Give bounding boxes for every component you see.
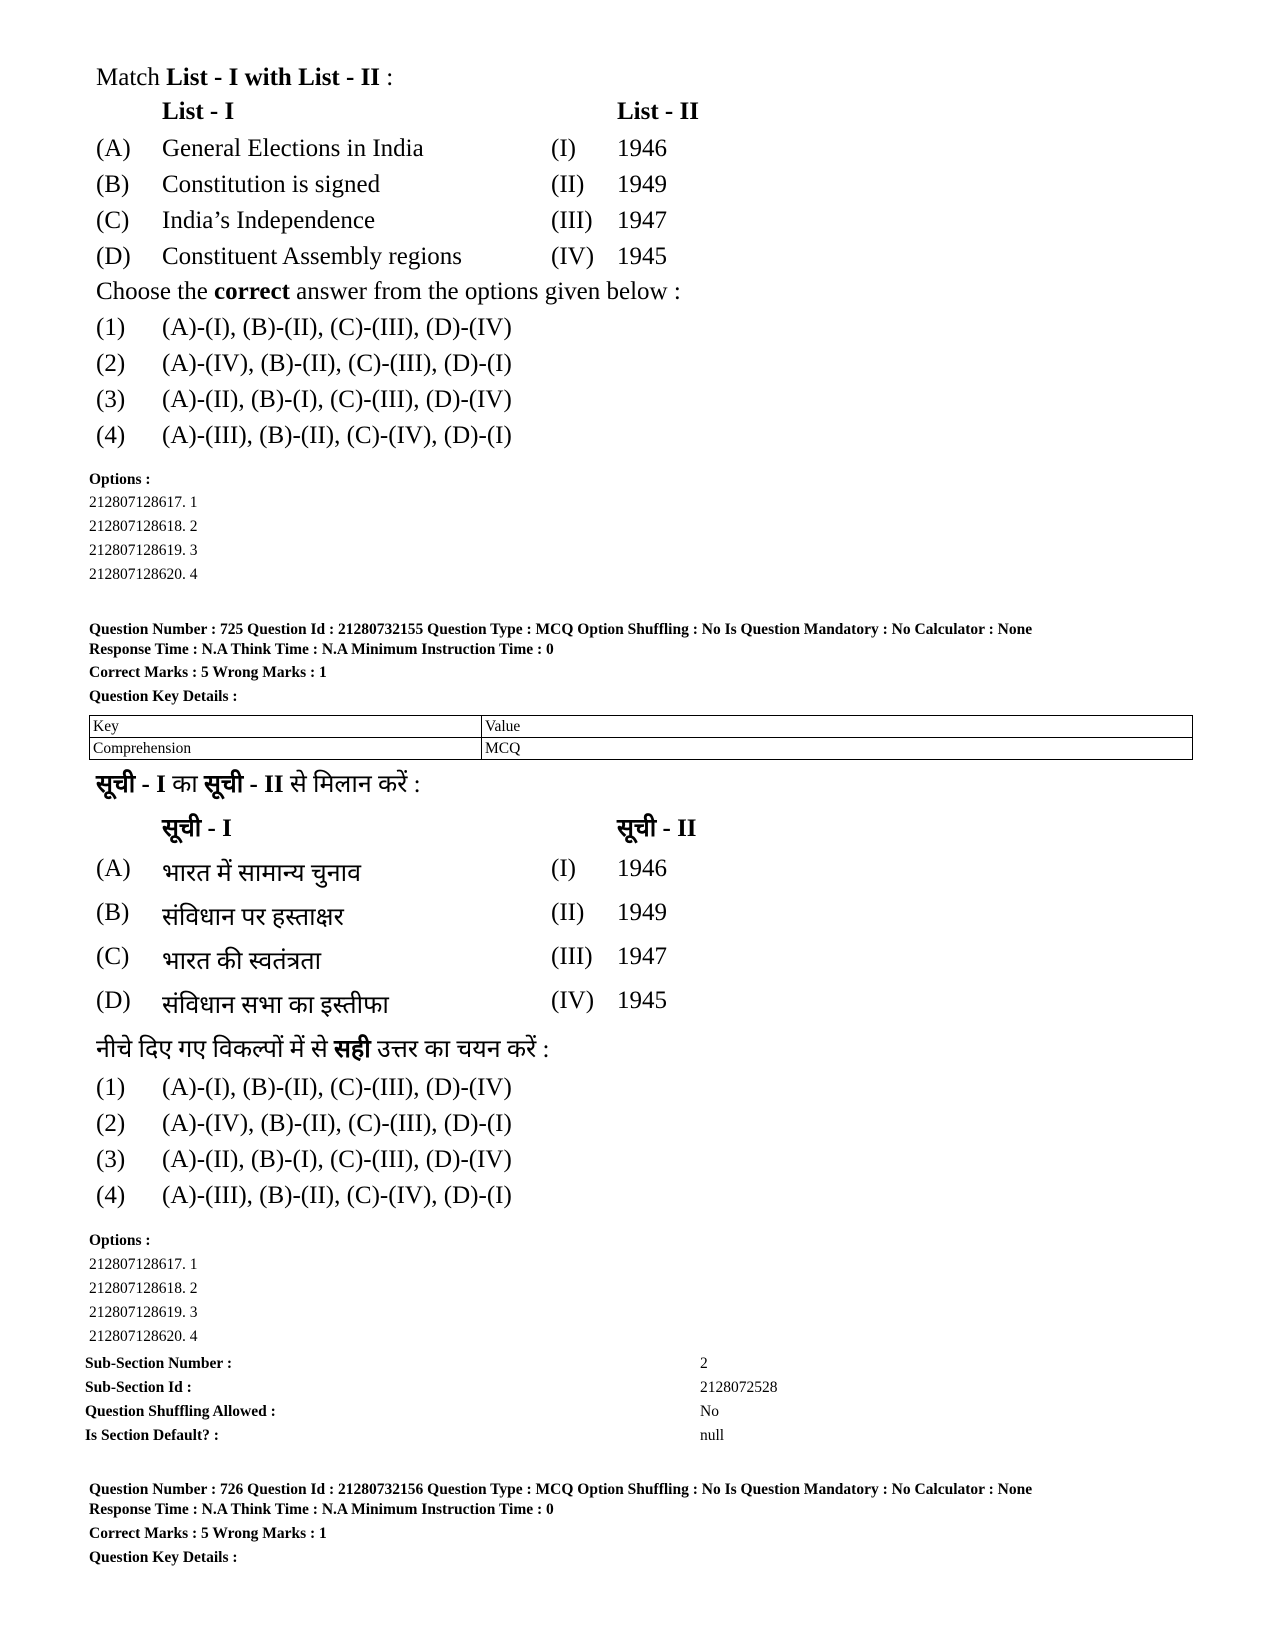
list-2-label: (I) bbox=[551, 855, 576, 882]
key-details-label: Question Key Details : bbox=[89, 1549, 238, 1566]
answer-text: (A)-(II), (B)-(I), (C)-(III), (D)-(IV) bbox=[162, 386, 512, 413]
answer-number: (4) bbox=[96, 422, 126, 449]
answer-number: (3) bbox=[96, 386, 126, 413]
list-1-item: Constitution is signed bbox=[162, 171, 381, 198]
option-id: 212807128620. 4 bbox=[89, 566, 198, 583]
answer-number: (2) bbox=[96, 1110, 126, 1137]
table-cell: Comprehension bbox=[90, 738, 482, 760]
answer-text: (A)-(III), (B)-(II), (C)-(IV), (D)-(I) bbox=[162, 422, 512, 449]
option-id: 212807128618. 2 bbox=[89, 518, 198, 535]
answer-number: (2) bbox=[96, 350, 126, 377]
subsection-label: Sub-Section Id : bbox=[85, 1379, 192, 1396]
options-label: Options : bbox=[89, 471, 151, 488]
question-heading-hindi: सूची - I का सूची - II से मिलान करें : bbox=[96, 771, 421, 798]
list-1-item: संविधान पर हस्ताक्षर bbox=[162, 904, 344, 931]
list-2-label: (I) bbox=[551, 135, 576, 162]
list-2-label: (II) bbox=[551, 899, 585, 926]
subsection-label: Sub-Section Number : bbox=[85, 1355, 232, 1372]
list-1-item: भारत की स्वतंत्रता bbox=[162, 948, 322, 975]
list-2-header: List - II bbox=[617, 98, 699, 125]
options-label: Options : bbox=[89, 1232, 151, 1249]
list-1-item: भारत में सामान्य चुनाव bbox=[162, 860, 362, 887]
question-heading: Match List - I with List - II : bbox=[96, 64, 394, 91]
row-label: (C) bbox=[96, 943, 130, 970]
list-2-item: 1946 bbox=[617, 135, 667, 162]
row-label: (C) bbox=[96, 207, 130, 234]
answer-number: (4) bbox=[96, 1182, 126, 1209]
list-2-header-hindi: सूची - II bbox=[617, 815, 697, 842]
list-2-label: (III) bbox=[551, 207, 593, 234]
list-2-item: 1947 bbox=[617, 207, 667, 234]
table-cell: MCQ bbox=[482, 738, 1193, 760]
question-meta-line: Question Number : 726 Question Id : 21280732156 Question Type : MCQ Option Shuffling : No Is Question Mandatory : No Calculator : None bbox=[89, 1481, 1033, 1498]
table-header-cell: Key bbox=[90, 716, 482, 738]
answer-number: (1) bbox=[96, 314, 126, 341]
subsection-value: 2 bbox=[700, 1355, 708, 1372]
row-label: (A) bbox=[96, 855, 131, 882]
subsection-value: null bbox=[700, 1427, 725, 1444]
list-2-item: 1945 bbox=[617, 243, 667, 270]
answer-text: (A)-(III), (B)-(II), (C)-(IV), (D)-(I) bbox=[162, 1182, 512, 1209]
question-marks: Correct Marks : 5 Wrong Marks : 1 bbox=[89, 664, 327, 681]
table-row bbox=[90, 738, 1193, 760]
question-marks: Correct Marks : 5 Wrong Marks : 1 bbox=[89, 1525, 327, 1542]
row-label: (B) bbox=[96, 899, 130, 926]
option-id: 212807128617. 1 bbox=[89, 494, 198, 511]
list-2-label: (II) bbox=[551, 171, 585, 198]
question-meta-line: Response Time : N.A Think Time : N.A Minimum Instruction Time : 0 bbox=[89, 641, 554, 658]
list-2-item: 1949 bbox=[617, 171, 667, 198]
answer-text: (A)-(I), (B)-(II), (C)-(III), (D)-(IV) bbox=[162, 1074, 512, 1101]
subsection-value: 2128072528 bbox=[700, 1379, 778, 1396]
answer-text: (A)-(I), (B)-(II), (C)-(III), (D)-(IV) bbox=[162, 314, 512, 341]
option-id: 212807128620. 4 bbox=[89, 1328, 198, 1345]
list-1-item: India’s Independence bbox=[162, 207, 376, 234]
subsection-label: Question Shuffling Allowed : bbox=[85, 1403, 276, 1420]
key-value-table bbox=[89, 715, 1193, 760]
list-1-item: संविधान सभा का इस्तीफा bbox=[162, 992, 389, 1019]
row-label: (D) bbox=[96, 243, 131, 270]
option-id: 212807128619. 3 bbox=[89, 1304, 198, 1321]
question-meta-line: Response Time : N.A Think Time : N.A Minimum Instruction Time : 0 bbox=[89, 1501, 554, 1518]
key-details-label: Question Key Details : bbox=[89, 688, 238, 705]
list-1-header: List - I bbox=[162, 98, 235, 125]
answer-text: (A)-(IV), (B)-(II), (C)-(III), (D)-(I) bbox=[162, 350, 512, 377]
list-2-item: 1949 bbox=[617, 899, 667, 926]
list-2-label: (IV) bbox=[551, 987, 595, 1014]
list-2-item: 1945 bbox=[617, 987, 667, 1014]
choose-instruction: Choose the correct answer from the options given below : bbox=[96, 278, 681, 305]
answer-number: (1) bbox=[96, 1074, 126, 1101]
answer-text: (A)-(II), (B)-(I), (C)-(III), (D)-(IV) bbox=[162, 1146, 512, 1173]
list-2-label: (III) bbox=[551, 943, 593, 970]
table-header-cell: Value bbox=[482, 716, 1193, 738]
answer-number: (3) bbox=[96, 1146, 126, 1173]
list-2-label: (IV) bbox=[551, 243, 595, 270]
option-id: 212807128617. 1 bbox=[89, 1256, 198, 1273]
list-2-item: 1946 bbox=[617, 855, 667, 882]
row-label: (D) bbox=[96, 987, 131, 1014]
row-label: (B) bbox=[96, 171, 130, 198]
subsection-value: No bbox=[700, 1403, 719, 1420]
answer-text: (A)-(IV), (B)-(II), (C)-(III), (D)-(I) bbox=[162, 1110, 512, 1137]
list-1-item: General Elections in India bbox=[162, 135, 424, 162]
subsection-label: Is Section Default? : bbox=[85, 1427, 219, 1444]
list-1-item: Constituent Assembly regions bbox=[162, 243, 462, 270]
list-1-header-hindi: सूची - I bbox=[162, 815, 232, 842]
option-id: 212807128618. 2 bbox=[89, 1280, 198, 1297]
question-meta-line: Question Number : 725 Question Id : 21280732155 Question Type : MCQ Option Shuffling : No Is Question Mandatory : No Calculator : None bbox=[89, 621, 1033, 638]
list-2-item: 1947 bbox=[617, 943, 667, 970]
option-id: 212807128619. 3 bbox=[89, 542, 198, 559]
table-header-row bbox=[90, 716, 1193, 738]
choose-instruction-hindi: नीचे दिए गए विकल्पों में से सही उत्तर का चयन करें : bbox=[96, 1036, 550, 1063]
row-label: (A) bbox=[96, 135, 131, 162]
